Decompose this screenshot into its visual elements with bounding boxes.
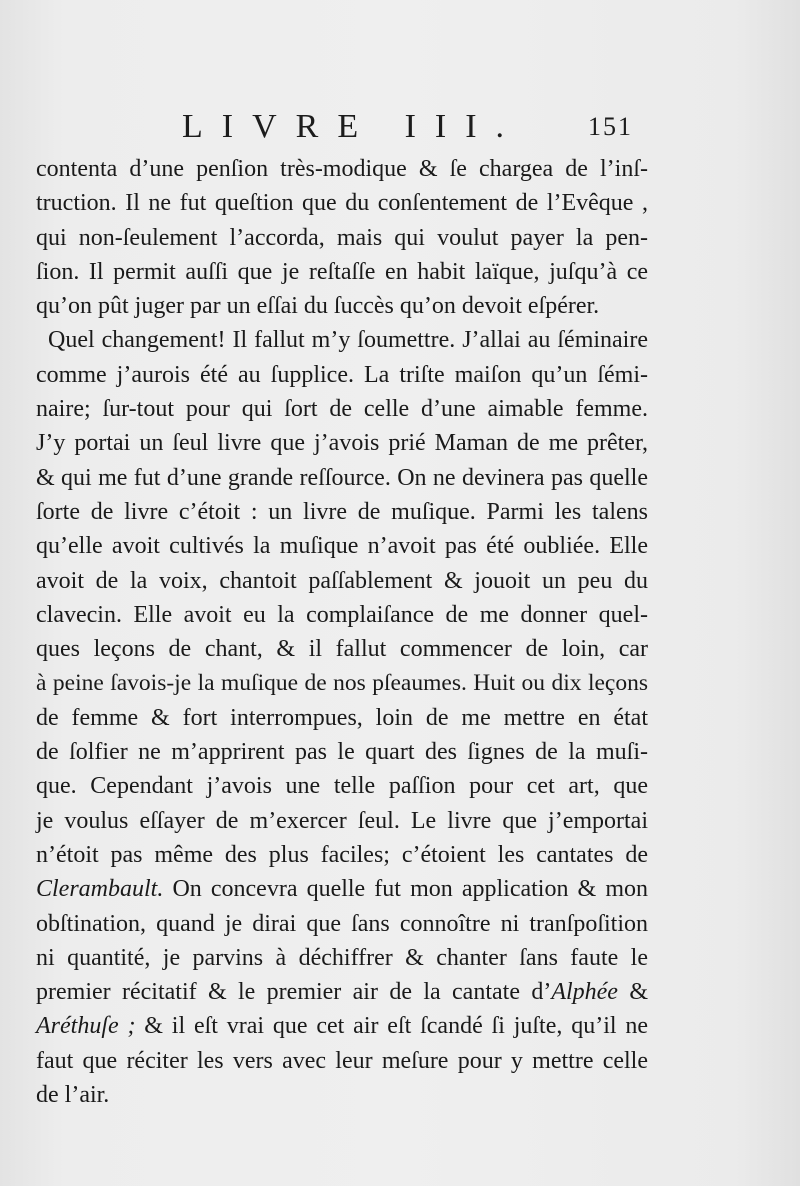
text-line: & qui me fut d’une grande reſſource. On ne devinera pas quelle [36, 464, 648, 491]
text-line: J’y portai un ſeul livre que j’avois prié Maman de me prêter, [36, 430, 648, 457]
text-line [36, 872, 648, 906]
text-line: de l’air. [36, 1082, 110, 1109]
text-line: comme j’aurois été au ſupplice. La triſte maiſon qu’un ſémi- [36, 361, 648, 388]
text-segment: premier récitatif & le premier air de la cantate d’ [36, 979, 552, 1006]
page-number: 151 [588, 112, 633, 141]
text-line: contenta d’une penſion très-modique & ſe chargea de l’inſ- [36, 156, 648, 182]
text-line: que. Cependant j’avois une telle paſſion pour cet art, que [36, 773, 648, 800]
text-line: qui non-ſeulement l’accorda, mais qui voulut payer la pen- [36, 224, 648, 251]
text-line: faut que réciter les vers avec leur meſure pour y mettre celle [36, 1047, 648, 1074]
text-line: qu’on pût juger par un eſſai du ſuccès qu’on devoit eſpérer. [36, 293, 600, 320]
text-line: à peine ſavois-je la muſique de nos pſeaumes. Huit ou dix leçons [36, 670, 648, 697]
text-line [36, 1009, 648, 1043]
italic-segment: Aréthuſe ; [36, 1013, 136, 1040]
text-line: n’étoit pas même des plus faciles; c’étoient les cantates de [36, 841, 648, 868]
italic-segment: Alphée [551, 979, 618, 1006]
text-line: clavecin. Elle avoit eu la complaiſance de me donner quel- [36, 601, 648, 628]
text-line: je voulus eſſayer de m’exercer ſeul. Le livre que j’emportai [36, 807, 648, 834]
text-line: ques leçons de chant, & il fallut commencer de loin, car [36, 636, 648, 663]
text-line [36, 975, 648, 1009]
text-line: de ſolfier ne m’apprirent pas le quart des ſignes de la muſi- [36, 739, 648, 766]
text-segment: & [617, 979, 648, 1006]
text-segment: & il eſt vrai que cet air eſt ſcandé ſi juſte, qu’il ne [135, 1013, 649, 1040]
text-line: Quel changement! Il fallut m’y ſoumettre. J’allai au ſéminaire [48, 327, 648, 354]
italic-segment: Clerambault. [36, 876, 164, 903]
text-line: naire; ſur-tout pour qui ſort de celle d’une aimable femme. [36, 396, 648, 423]
text-line: ſion. Il permit auſſi que je reſtaſſe en habit laïque, juſqu’à ce [36, 258, 648, 285]
body-text [36, 152, 648, 1112]
text-line: avoit de la voix, chantoit paſſablement & jouoit un peu du [36, 567, 648, 594]
text-line: obſtination, quand je dirai que ſans connoître ni tranſpoſition [36, 910, 648, 937]
text-segment: On concevra quelle fut mon application & mon [163, 876, 648, 903]
text-line: ſorte de livre c’étoit : un livre de muſique. Parmi les talens [36, 498, 648, 525]
text-line: truction. Il ne fut queſtion que du conſentement de l’Evêque , [36, 190, 648, 217]
text-line: qu’elle avoit cultivés la muſique n’avoit pas été oubliée. Elle [36, 533, 648, 560]
running-head: LIVRE III. [182, 108, 524, 145]
text-line: de femme & fort interrompues, loin de me mettre en état [36, 704, 648, 731]
text-line: ni quantité, je parvins à déchiffrer & chanter ſans faute le [36, 944, 648, 971]
page-header [0, 108, 800, 148]
